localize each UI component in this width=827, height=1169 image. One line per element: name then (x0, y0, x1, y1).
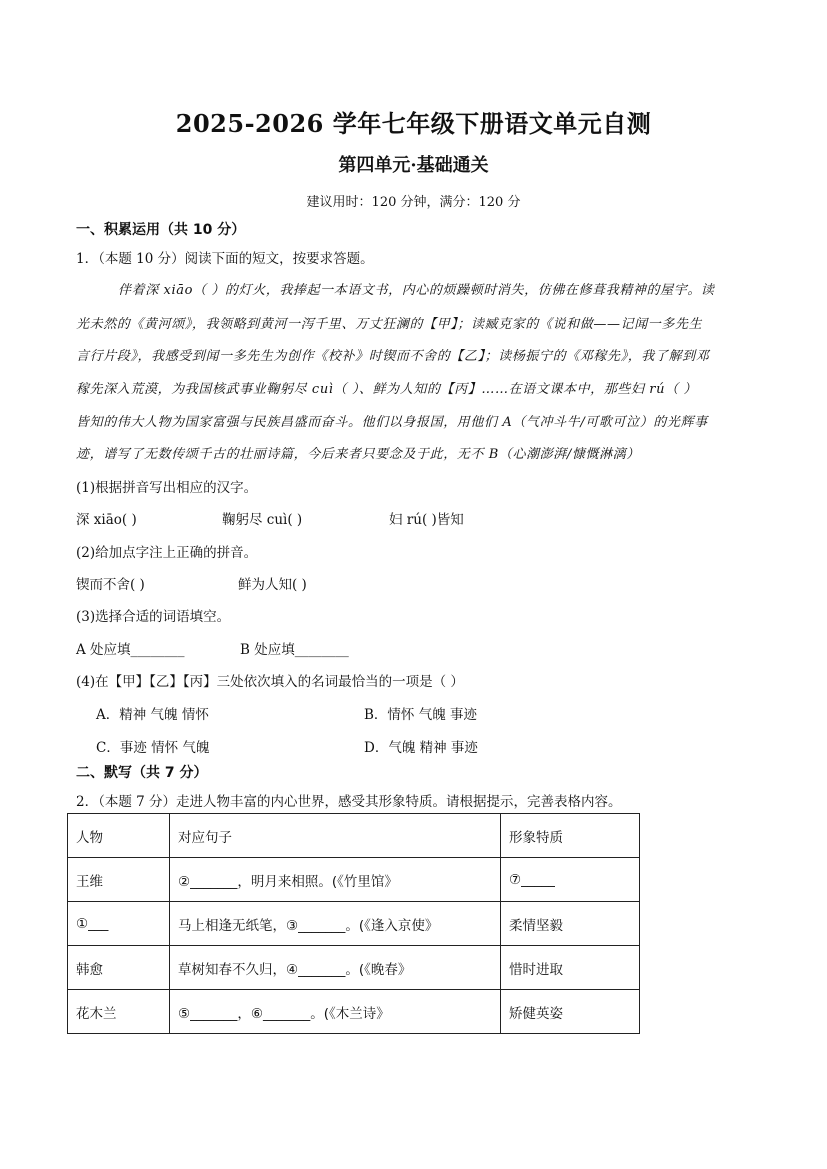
table-cell: 马上相逢无纸笔，③_______。(《逢入京使》 (170, 902, 501, 946)
option-a: A．精神 气魄 情怀 (96, 707, 209, 723)
pinyin-blank: 妇 rú( )皆知 (389, 512, 464, 528)
table-header-cell: 对应句子 (170, 814, 501, 858)
passage-line: 皆知的伟大人物为国家富强与民族昌盛而奋斗。他们以身报国，用他们 A（气冲斗牛/可歌可泣）的光辉事 (76, 415, 708, 430)
table-cell: 惜时进取 (501, 946, 640, 990)
sub-question-2: (2)给加点字注上正确的拼音。 (76, 545, 258, 561)
table-header-cell: 形象特质 (501, 814, 640, 858)
table-cell: ⑤_______，⑥_______。(《木兰诗》 (170, 990, 501, 1034)
passage-line: 迹，谱写了无数传颂千古的壮丽诗篇，今后来者只要念及于此，无不 B（心潮澎湃/慷慨淋漓） (76, 447, 640, 462)
table-cell: ①___ (68, 902, 170, 946)
table-cell: 矫健英姿 (501, 990, 640, 1034)
table-cell: 柔情坚毅 (501, 902, 640, 946)
sub-question-3: (3)选择合适的词语填空。 (76, 609, 231, 625)
pinyin-blank: 深 xiāo( ) (76, 512, 137, 528)
section1-heading: 一、积累运用（共 10 分） (76, 222, 246, 238)
table-cell: ⑦_____ (501, 858, 640, 902)
table-row (68, 990, 640, 1034)
table-cell: 草树知春不久归，④_______。(《晚春》 (170, 946, 501, 990)
sub-question-1: (1)根据拼音写出相应的汉字。 (76, 480, 258, 496)
table-header-cell: 人物 (68, 814, 170, 858)
table-row (68, 902, 640, 946)
pinyin-blank: 鞠躬尽 cuì( ) (222, 512, 303, 528)
sub-question-4: (4)在【甲】【乙】【丙】三处依次填入的名词最恰当的一项是（ ） (76, 674, 464, 690)
q2-prompt: 2．（本题 7 分）走进人物丰富的内心世界，感受其形象特质。请根据提示，完善表格内容。 (76, 794, 622, 810)
pinyin-answer-blank: 鲜为人知( ) (238, 577, 307, 593)
table-cell: 韩愈 (68, 946, 170, 990)
passage-line: 伴着深 xiāo（ ）的灯火，我捧起一本语文书，内心的烦躁顿时消失，仿佛在修葺我精神的屋宇。读 (118, 283, 715, 298)
table-row (68, 946, 640, 990)
pinyin-answer-blank: 锲而不舍( ) (76, 577, 145, 593)
table-cell: 王维 (68, 858, 170, 902)
table-header-row (68, 814, 640, 858)
option-d: D．气魄 精神 事迹 (364, 740, 478, 756)
page-title: 2025-2026 学年七年级下册语文单元自测 (175, 109, 652, 138)
word-fill-blank: B 处应填________ (240, 642, 349, 658)
dictation-table (67, 813, 640, 1034)
table-cell: 花木兰 (68, 990, 170, 1034)
table-cell: ②_______，明月来相照。(《竹里馆》 (170, 858, 501, 902)
word-fill-blank: A 处应填________ (76, 642, 185, 658)
table-row (68, 858, 640, 902)
time-info: 建议用时：120 分钟，满分：120 分 (306, 195, 521, 210)
passage-line: 言行片段》，我感受到闻一多先生为创作《校补》时锲而不舍的【乙】；读杨振宁的《邓稼先》，我了解到邓 (76, 349, 710, 364)
passage-line: 光未然的《黄河颂》，我领略到黄河一泻千里、万丈狂澜的【甲】；读臧克家的《说和做——记闻一多先生 (76, 317, 703, 332)
section2-heading: 二、默写（共 7 分） (76, 765, 208, 781)
option-c: C．事迹 情怀 气魄 (96, 740, 210, 756)
page-subtitle: 第四单元·基础通关 (338, 155, 489, 176)
option-b: B．情怀 气魄 事迹 (364, 707, 478, 723)
q1-prompt: 1．（本题 10 分）阅读下面的短文，按要求答题。 (76, 251, 374, 267)
passage-line: 稼先深入荒漠，为我国核武事业鞠躬尽 cuì（ ）、鲜为人知的【丙】……在语文课本中，那些妇 rú（ ） (76, 382, 698, 397)
